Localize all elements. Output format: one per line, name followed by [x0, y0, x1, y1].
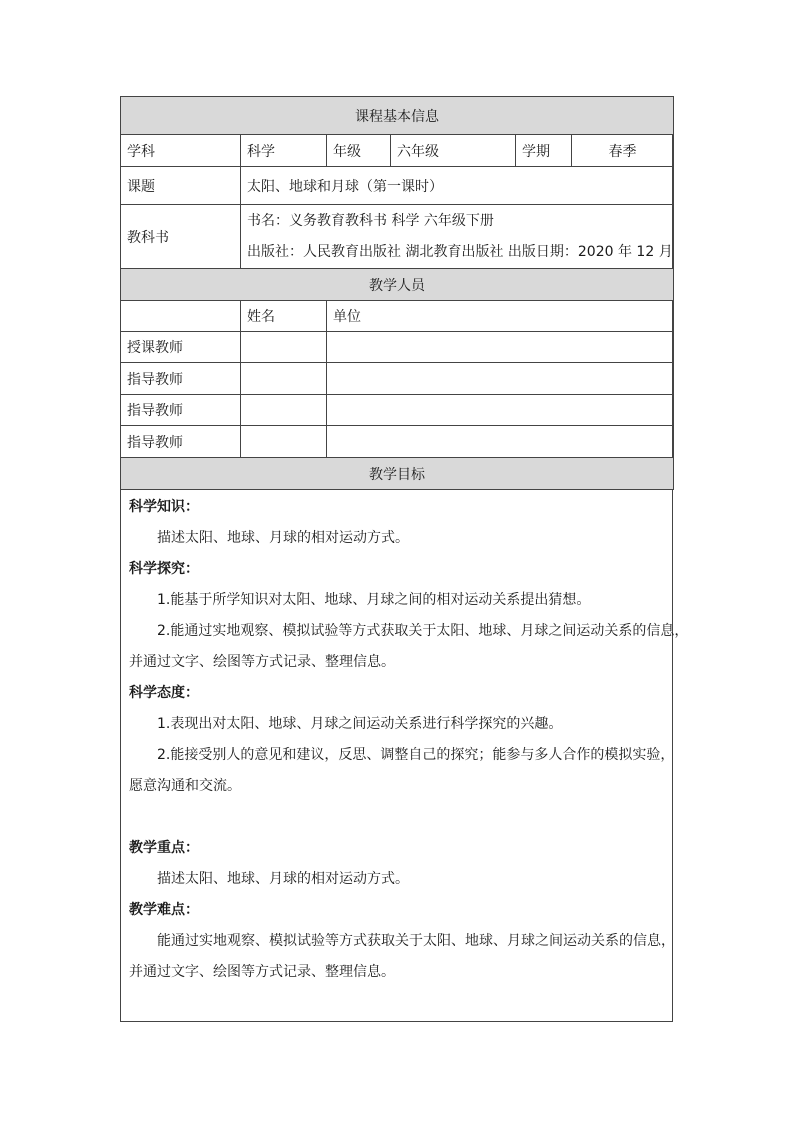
goals-section: [121, 492, 689, 988]
attitude-item: 2.能接受别人的意见和建议，反思、调整自己的探究；能参与多人合作的模拟实验，: [157, 747, 675, 763]
inquiry-item: 1.能基于所学知识对太阳、地球、月球之间的相对运动关系提出猜想。: [157, 592, 591, 608]
inquiry-item-continued: 并通过文字、绘图等方式记录、整理信息。: [129, 654, 395, 670]
key-points-heading: 教学重点：: [129, 840, 199, 856]
subject-value: 科学: [241, 135, 327, 167]
textbook-publisher: 出版社：人民教育出版社 湖北教育出版社 出版日期：2020 年 12 月: [247, 243, 673, 260]
term-value: 春季: [572, 135, 674, 167]
knowledge-heading: 科学知识：: [129, 499, 199, 515]
grade-label: 年级: [327, 135, 391, 167]
staff-role: 指导教师: [121, 426, 241, 458]
staff-name: [241, 332, 327, 363]
staff-name: [241, 426, 327, 458]
staff-unit-header: 单位: [327, 301, 674, 332]
inquiry-item: 2.能通过实地观察、模拟试验等方式获取关于太阳、地球、月球之间运动关系的信息，: [157, 623, 689, 639]
attitude-item: 1.表现出对太阳、地球、月球之间运动关系进行科学探究的兴趣。: [157, 716, 563, 732]
course-info-table: [120, 96, 674, 490]
attitude-heading: 科学态度：: [129, 685, 199, 701]
staff-role-header: [121, 301, 241, 332]
difficulty-heading: 教学难点：: [129, 902, 199, 918]
inquiry-heading: 科学探究：: [129, 561, 199, 577]
staff-unit: [327, 363, 674, 395]
topic-value: 太阳、地球和月球（第一课时）: [241, 167, 674, 205]
textbook-label: 教科书: [121, 205, 241, 269]
staff-name: [241, 395, 327, 426]
table-row: [121, 426, 674, 458]
grade-value: 六年级: [391, 135, 516, 167]
textbook-value: [241, 205, 674, 269]
staff-unit: [327, 395, 674, 426]
difficulty-item: 能通过实地观察、模拟试验等方式获取关于太阳、地球、月球之间运动关系的信息，: [157, 933, 675, 949]
spacer: [129, 802, 664, 833]
table-row: [121, 332, 674, 363]
staff-name-header: 姓名: [241, 301, 327, 332]
knowledge-item: 描述太阳、地球、月球的相对运动方式。: [157, 530, 409, 546]
key-points-item: 描述太阳、地球、月球的相对运动方式。: [157, 871, 409, 887]
staff-name: [241, 363, 327, 395]
staff-unit: [327, 332, 674, 363]
table-row: [121, 395, 674, 426]
topic-label: 课题: [121, 167, 241, 205]
term-label: 学期: [516, 135, 572, 167]
staff-role: 指导教师: [121, 395, 241, 426]
goals-title: 教学目标: [121, 458, 674, 490]
course-info-title: 课程基本信息: [121, 97, 674, 135]
staff-role: 授课教师: [121, 332, 241, 363]
difficulty-item-continued: 并通过文字、绘图等方式记录、整理信息。: [129, 964, 395, 980]
table-row: [121, 363, 674, 395]
subject-label: 学科: [121, 135, 241, 167]
staff-unit: [327, 426, 674, 458]
staff-title: 教学人员: [121, 269, 674, 301]
staff-role: 指导教师: [121, 363, 241, 395]
textbook-name: 书名：义务教育教科书 科学 六年级下册: [247, 212, 494, 229]
attitude-item-continued: 愿意沟通和交流。: [129, 778, 241, 794]
